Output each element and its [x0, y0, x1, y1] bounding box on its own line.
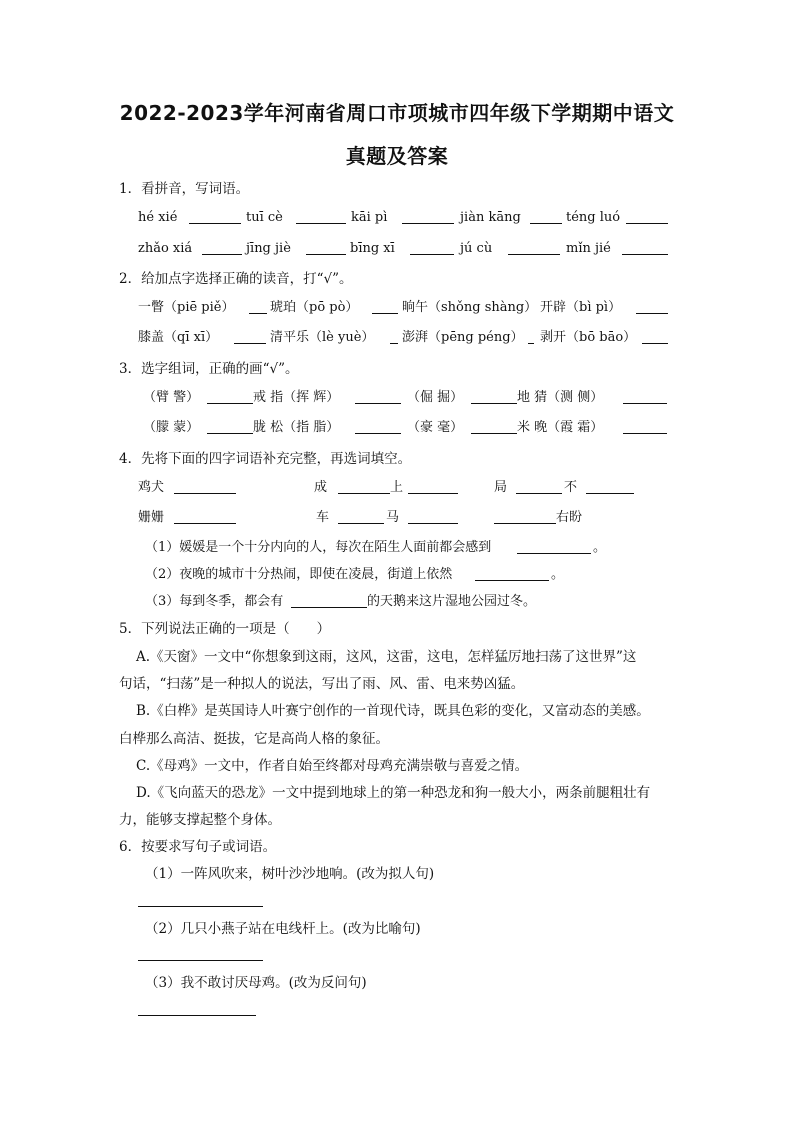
q5-option-d-line-2: 力，能够支撑起整个身体。: [119, 812, 281, 828]
q3-answer-blank[interactable]: [207, 389, 253, 404]
page-title-line-1: 2022-2023学年河南省周口市项城市四年级下学期期中语文: [119, 101, 675, 125]
q2-word-options: 剥开（bō bāo）: [540, 330, 637, 345]
q6-prompt-2: （2）几只小燕子站在电线杆上。(改为比喻句): [145, 921, 421, 937]
q1-answer-blank[interactable]: [508, 240, 560, 255]
q1-answer-blank[interactable]: [306, 240, 346, 255]
q1-answer-blank[interactable]: [530, 209, 562, 224]
q5-option-b-line-1: B.《白桦》是英国诗人叶赛宁创作的一首现代诗，既具色彩的变化，又富动态的美感。: [136, 703, 650, 719]
q2-word-options: 澎湃（pēng péng）: [402, 330, 524, 345]
q1-pinyin: hé xié: [138, 210, 178, 225]
q3-answer-blank[interactable]: [355, 389, 401, 404]
q4-sentence-1-text: （1）媛媛是一个十分内向的人，每次在陌生人面前都会感到: [145, 540, 492, 555]
q2-word-options: 一瞥（piē piě）: [138, 300, 235, 315]
q5-option-d-line-1: D.《飞向蓝天的恐龙》一文中提到地球上的第一种恐龙和狗一般大小，两条前腿粗壮有: [136, 785, 651, 801]
q2-word-options: 琥珀（pō pò）: [270, 300, 359, 315]
q6-stem: 6．按要求写句子或词语。: [119, 839, 277, 855]
q2-answer-blank[interactable]: [642, 329, 668, 344]
q4-idiom-part: 局: [494, 480, 508, 495]
q1-answer-blank[interactable]: [189, 209, 241, 224]
q4-idiom-part: 鸡犬: [138, 480, 165, 495]
q4-sentence-2-text: （2）夜晚的城市十分热闹，即使在凌晨，街道上依然: [145, 567, 453, 582]
q4-sentence-3-text-a: （3）每到冬季，都会有: [145, 594, 284, 609]
q5-option-a-line-2: 句话，“扫荡”是一种拟人的说法，写出了雨、风、雷、电来势凶猛。: [119, 676, 525, 692]
q1-answer-blank[interactable]: [296, 209, 346, 224]
q2-answer-blank[interactable]: [390, 329, 398, 344]
q2-answer-blank[interactable]: [249, 299, 267, 314]
q4-idiom-part: 不: [564, 480, 578, 495]
q3-answer-blank[interactable]: [355, 419, 401, 434]
q3-answer-blank[interactable]: [471, 419, 517, 434]
page-title-line-2: 真题及答案: [345, 144, 449, 168]
q1-pinyin: zhǎo xiá: [138, 241, 193, 256]
q4-idiom-blank[interactable]: [408, 479, 458, 494]
q2-word-options: 清平乐（lè yuè）: [270, 330, 375, 345]
q4-idiom-part: 成: [314, 480, 328, 495]
q4-idiom-blank[interactable]: [174, 509, 236, 524]
q4-idiom-blank[interactable]: [494, 509, 556, 524]
q1-pinyin: mǐn jié: [566, 241, 611, 256]
q5-option-b-line-2: 白桦那么高洁、挺拔，它是高尚人格的象征。: [119, 731, 389, 747]
q5-option-c: C.《母鸡》一文中，作者自始至终都对母鸡充满崇敬与喜爱之情。: [136, 758, 529, 774]
q6-answer-line-2[interactable]: [138, 960, 263, 961]
q5-stem: 5．下列说法正确的一项是（ ）: [119, 621, 331, 637]
q4-idiom-part: 车: [316, 510, 330, 525]
q1-answer-blank[interactable]: [202, 240, 242, 255]
q4-idiom-part: 上: [390, 480, 404, 495]
q4-stem: 4．先将下面的四字词语补充完整，再选词填空。: [119, 451, 412, 467]
q3-char-options: 米 晚（霞 霜）: [517, 420, 604, 435]
q3-answer-blank[interactable]: [623, 419, 667, 434]
q2-word-options: 晌午（shǒng shàng）: [402, 300, 538, 315]
q3-char-options: （豪 毫）: [407, 420, 464, 435]
q3-answer-blank[interactable]: [623, 389, 667, 404]
q4-sentence-end: 。: [551, 567, 565, 582]
q1-answer-blank[interactable]: [626, 209, 668, 224]
q2-word-options: 开辟（bì pì）: [540, 300, 622, 315]
q5-option-a-line-1: A.《天窗》一文中“你想象到这雨，这风，这雷，这电，怎样猛厉地扫荡了这世界”这: [136, 649, 637, 665]
q4-idiom-blank[interactable]: [408, 509, 458, 524]
q3-char-options: 地 猜（测 侧）: [517, 390, 604, 405]
q4-fill-blank[interactable]: [475, 566, 549, 581]
q2-answer-blank[interactable]: [528, 329, 534, 344]
q1-pinyin: bīng xī: [350, 241, 395, 256]
q1-answer-blank[interactable]: [402, 209, 454, 224]
q4-idiom-part: 马: [386, 510, 400, 525]
q6-prompt-3: （3）我不敢讨厌母鸡。(改为反问句): [145, 975, 367, 991]
q1-pinyin: jú cù: [460, 241, 493, 256]
q4-idiom-blank[interactable]: [338, 509, 384, 524]
q3-answer-blank[interactable]: [207, 419, 253, 434]
q4-idiom-part: 姗姗: [138, 510, 165, 525]
q1-pinyin: téng luó: [566, 210, 621, 225]
q2-answer-blank[interactable]: [234, 329, 266, 344]
q4-sentence-end: 。: [593, 540, 607, 555]
q2-answer-blank[interactable]: [372, 299, 398, 314]
q3-char-options: 胧 松（指 脂）: [253, 420, 340, 435]
q1-answer-blank[interactable]: [410, 240, 454, 255]
q1-pinyin: tuī cè: [246, 210, 283, 225]
q3-char-options: （臂 警）: [143, 390, 200, 405]
q4-fill-blank[interactable]: [517, 539, 591, 554]
q4-fill-blank[interactable]: [291, 593, 367, 608]
q4-sentence-3-text-b: 的天鹅来这片湿地公园过冬。: [367, 594, 537, 609]
q2-answer-blank[interactable]: [636, 299, 668, 314]
q3-stem: 3．选字组词，正确的画“√”。: [119, 361, 299, 377]
q4-idiom-part: 右盼: [556, 510, 583, 525]
q6-answer-line-3[interactable]: [138, 1015, 256, 1016]
q1-stem: 1．看拼音，写词语。: [119, 181, 250, 197]
q6-answer-line-1[interactable]: [138, 906, 263, 907]
q1-answer-blank[interactable]: [622, 240, 668, 255]
q1-pinyin: jiàn kāng: [460, 210, 521, 225]
q1-pinyin: jīng jiè: [246, 241, 291, 256]
q3-char-options: 戒 指（挥 辉）: [253, 390, 340, 405]
q4-idiom-blank[interactable]: [338, 479, 390, 494]
q3-char-options: （倔 掘）: [407, 390, 464, 405]
q4-idiom-blank[interactable]: [586, 479, 634, 494]
q4-idiom-blank[interactable]: [174, 479, 236, 494]
q1-pinyin: kāi pì: [351, 210, 388, 225]
q2-stem: 2．给加点字选择正确的读音，打“√”。: [119, 271, 353, 287]
q4-idiom-blank[interactable]: [516, 479, 562, 494]
q6-prompt-1: （1）一阵风吹来，树叶沙沙地响。(改为拟人句): [145, 866, 435, 882]
q3-answer-blank[interactable]: [471, 389, 517, 404]
q2-word-options: 膝盖（qī xī）: [138, 330, 219, 345]
q3-char-options: （朦 蒙）: [143, 420, 200, 435]
